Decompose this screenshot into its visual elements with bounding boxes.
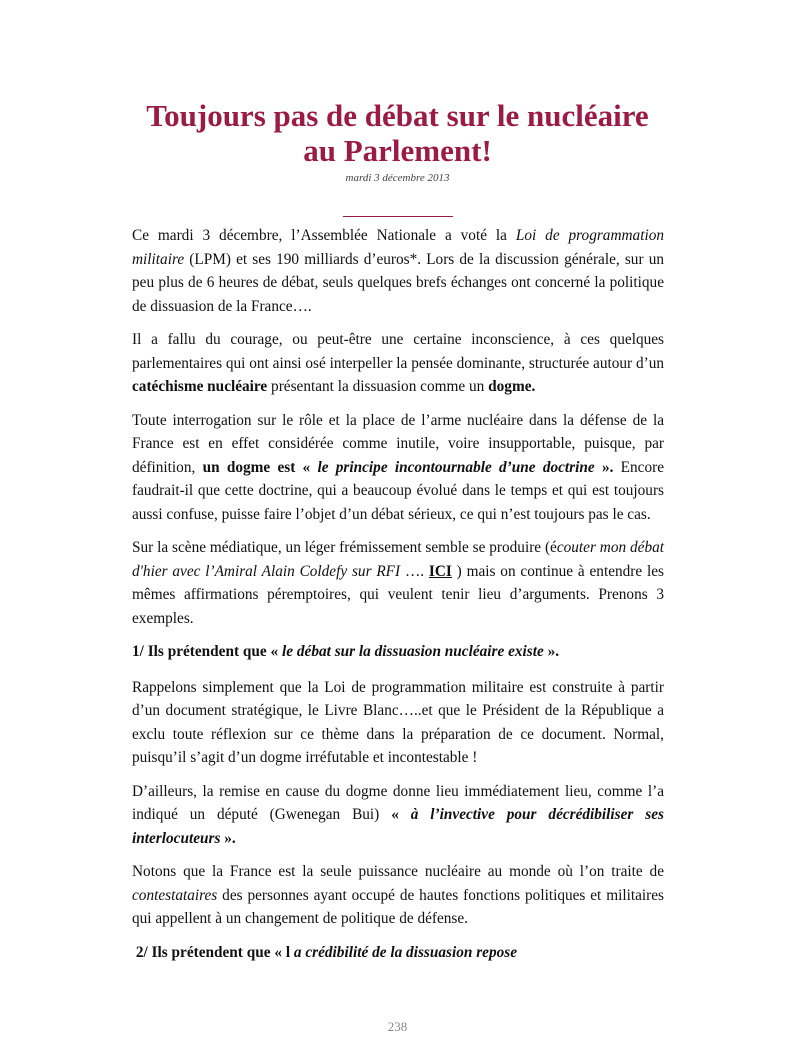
text-bold: ». — [220, 829, 236, 847]
title-divider — [343, 216, 453, 217]
text: présentant la dissuasion comme un — [267, 378, 489, 395]
text: des personnes ayant occupé de hautes fonctions politiques et militaires qui appellent à un changement de politique de défense. — [132, 886, 664, 927]
paragraph-6 — [132, 780, 664, 851]
title-line-2: au Parlement! — [303, 133, 492, 168]
text: Ce mardi 3 décembre, l’Assemblée Nationale a voté la — [132, 227, 516, 244]
text-bold: ». — [594, 458, 614, 476]
paragraph-3 — [132, 409, 664, 527]
text: Notons que la France est la seule puissance nucléaire au monde où l’on traite de — [132, 863, 664, 880]
text-bold: un dogme est « — [202, 458, 318, 476]
paragraph-7 — [132, 860, 664, 931]
text: (LPM) et ses 190 milliards d’euros*. Lors de la discussion générale, sur un peu plus de 6 heures de débat, seuls quelques brefs échanges ont concerné la politique de dissuasion de la France…. — [132, 250, 664, 315]
paragraph-4 — [132, 536, 664, 630]
text-bold: « — [391, 806, 411, 823]
text: 1/ Ils prétendent que « — [132, 643, 283, 660]
text-italic: contestataires — [132, 886, 218, 904]
text-italic: le débat sur la dissuasion nucléaire existe — [282, 643, 544, 660]
text: …. — [400, 562, 429, 580]
article-date: mardi 3 décembre 2013 — [345, 172, 450, 184]
text: ». — [543, 643, 560, 660]
text: D’ailleurs, la remise en cause du dogme donne lieu immédiatement lieu, comme l’a indiqué un député (Gwenegan Bui) — [132, 782, 664, 823]
text: Encore faudrait-il que cette doctrine, qui a beaucoup évolué dans le temps et qui est toujours aussi confuse, puisse faire l’objet d’un débat sérieux, ce qui n’est toujours pas le cas. — [132, 458, 664, 523]
paragraph-1 — [132, 224, 664, 318]
title-line-1: Toujours pas de débat sur le nucléaire — [146, 98, 649, 133]
page-number: 238 — [387, 1019, 408, 1034]
text: 2/ Ils prétendent que « l — [132, 943, 294, 961]
paragraph-5: Rappelons simplement que la Loi de programmation militaire est construite à partir d’un document stratégique, le Livre Blanc…..et que le Président de la République a exclu toute réflexion sur ce thème dans la préparation de ce document. Normal, puisqu’il s’agit d’un dogme irréfutable et incontestable ! — [132, 678, 664, 766]
text: ) mais on continue à entendre les mêmes affirmations péremptoires, qui veulent tenir lieu d’arguments. Prenons 3 exemples. — [132, 562, 664, 627]
text-italic: Loi de programmation militaire — [132, 227, 664, 268]
text-bold-italic: le principe incontournable d’une doctrine — [317, 458, 595, 476]
text: Il a fallu du courage, ou peut-être une certaine inconscience, à ces quelques parlementaires qui ont ainsi osé interpeller la pensée dominante, structurée autour d’un — [132, 331, 664, 372]
text: Toute interrogation sur le rôle et la place de l’arme nucléaire dans la défense de la France est en effet considérée comme inutile, voire insupportable, puisque, par définition, — [132, 411, 664, 476]
text-bold-italic: à l’invective pour décrédibiliser ses interlocuteurs — [132, 806, 664, 847]
text-italic: couter mon débat d'hier avec l’Amiral Alain Coldefy sur RFI — [132, 539, 664, 580]
page-title — [0, 98, 795, 168]
paragraph-2 — [132, 328, 664, 399]
text: Sur la scène médiatique, un léger frémissement semble se produire (é — [132, 539, 557, 556]
ici-link[interactable]: ICI — [428, 562, 452, 580]
text-bold: catéchisme nucléaire — [132, 378, 268, 395]
section-heading-2 — [132, 941, 664, 965]
text-bold: dogme. — [488, 378, 536, 395]
text-italic: a crédibilité de la dissuasion repose — [293, 943, 517, 961]
section-heading-1 — [132, 640, 664, 664]
article-body — [132, 224, 664, 976]
